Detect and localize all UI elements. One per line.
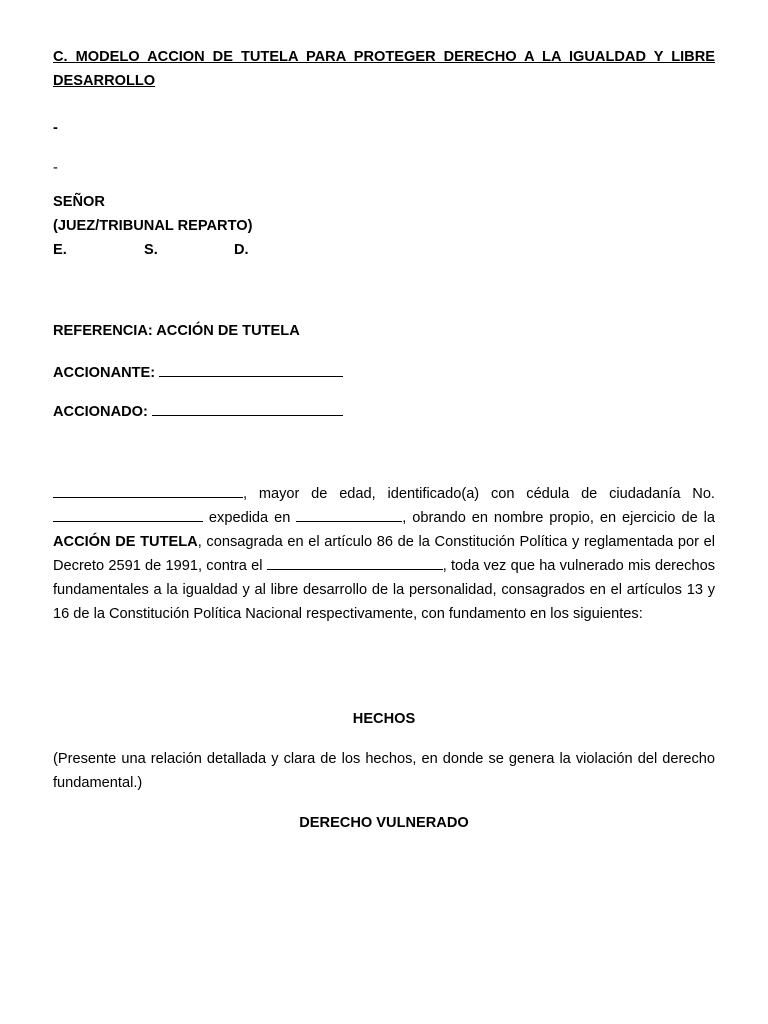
body-text: , consagrada en el artículo 86 de la Constitución Política y reglamentada por el Decreto 2591 de 1991, contra el	[53, 534, 715, 574]
id-number-blank[interactable]	[53, 507, 203, 522]
addressee-court: (JUEZ/TRIBUNAL REPARTO)	[53, 218, 253, 234]
esd-e: E.	[53, 242, 67, 258]
bold-term: ACCIÓN DE TUTELA	[53, 534, 198, 550]
accionante-blank[interactable]	[159, 362, 343, 377]
esd-s: S.	[144, 242, 158, 258]
place-blank[interactable]	[296, 507, 402, 522]
derecho-heading: DERECHO VULNERADO	[299, 815, 469, 831]
dash-marker: -	[53, 120, 58, 136]
accionado-line	[53, 400, 715, 424]
accionado-blank[interactable]	[152, 401, 343, 416]
hechos-text: (Presente una relación detallada y clara de los hechos, en donde se genera la violación del derecho fundamental.)	[53, 751, 715, 791]
document-title: C. MODELO ACCION DE TUTELA PARA PROTEGER DERECHO A LA IGUALDAD Y LIBRE DESARROLLO	[53, 49, 715, 89]
addressee-block	[53, 190, 715, 262]
esd-d: D.	[234, 242, 249, 258]
body-text: , toda vez que ha vulnerado mis derechos fundamentales a la igualdad y al libre desarrollo de la personalidad, consagrados en el artículos 13 y 16 de la Constitución Política Nacional respectivamente, con fundamento en los siguientes:	[53, 558, 715, 622]
body-text: , mayor de edad, identificado(a) con cédula de ciudadanía No.	[243, 486, 715, 502]
addressee-title: SEÑOR	[53, 194, 105, 210]
dash-marker: -	[53, 160, 58, 176]
reference-line: REFERENCIA: ACCIÓN DE TUTELA	[53, 323, 300, 339]
body-text: expedida en	[203, 510, 297, 526]
accionante-label: ACCIONANTE:	[53, 365, 156, 381]
accionado-label: ACCIONADO:	[53, 404, 148, 420]
hechos-heading: HECHOS	[352, 711, 416, 727]
accused-blank[interactable]	[267, 555, 443, 570]
body-text: , obrando en nombre propio, en ejercicio de la	[402, 510, 715, 526]
addressee-esd	[53, 238, 715, 262]
name-blank[interactable]	[53, 483, 243, 498]
accionante-line	[53, 361, 715, 385]
body-paragraph	[53, 482, 715, 626]
